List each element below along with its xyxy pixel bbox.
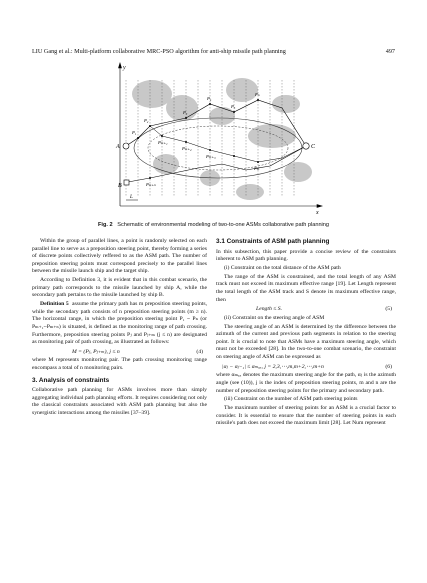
- constraint-heading: (iii) Constraint on the number of ASM path steering points: [224, 396, 358, 403]
- spacing-label: L: [130, 195, 133, 200]
- definition-text: assume the primary path has m preposition steering points, while the secondary path consists of n preposition steering points (m ≥ n). The horizontal range, in which the preposition steering point P₁ ~ Pₙ (or Pₘ₊₁~Pₘ₊ₙ) is situated, is defined as the monitoring range of path crossing. Furthermore, preposition steering points Pⱼ and Pⱼ₊ₘ (j ≤ n) are designated as monitoring pair of path crossing, as illustrated as follows:: [32, 301, 207, 346]
- paragraph: The range of the ASM is constrained, and the total length of any ASM track must not exceed its maximum effective range [19]. Let Length represent the total length of the ASM track and S denote its maximum effective range, then: [216, 273, 396, 303]
- left-column: [32, 238, 207, 419]
- paragraph: Within the group of parallel lines, a point is randomly selected on each parallel line to serve as a preposition steering point, thereby forming a series of discrete points collectively reffered to as the ASM path. The number of preposition steering points must correspond precisely to the parallel lines between the missile launch ship and the target ship.: [32, 238, 207, 275]
- point-label-p2: P₂: [144, 118, 149, 123]
- equation-body: M = (Pⱼ, Pⱼ₊ₘ), j ≤ n: [72, 348, 120, 355]
- paragraph: where M represents monitoring pair. The path crossing monitoring range encompass a total of n monitoring pairs.: [32, 357, 207, 372]
- point-label-pm: Pₘ: [254, 166, 260, 171]
- running-title: LIU Gang et al.: Multi-platform collaborative MRC-PSO algorithm for anti-ship missile path planning: [32, 48, 286, 55]
- equation-number: (4): [196, 348, 203, 355]
- threat-area: [226, 78, 258, 102]
- paragraph: The steering angle of an ASM is determined by the difference between the azimuth of the current and previous path segments in relation to the steering point. It is crucial to note that ASMs have a maximum steering angle, which must not be exceeded [28]. In the two-to-one combat scenario, the constraint on steering angle of ASM can be expressed as: [216, 323, 396, 361]
- threat-area: [166, 95, 198, 121]
- page-number: 497: [385, 48, 395, 55]
- threat-area: [236, 184, 264, 200]
- paragraph: The maximum number of steering points for an ASM is a crucial factor to consider. It is essential to ensure that the number of steering points in each missile's path does not exceed the maximum limit [28]. Let Num represent: [216, 405, 396, 427]
- paragraph: where αₘₐₓ denotes the maximum steering angle for the path, αⱼ is the azimuth angle (see (10)), j is the index of preposition steering points, m and n are the number of preposition steering points for the primary and secondary path.: [216, 372, 396, 394]
- point-label-p3: P₃: [183, 110, 188, 115]
- point-label-p5: P₅: [231, 104, 236, 109]
- point-label-pn: Pₙ: [255, 92, 260, 97]
- caption-text: Schematic of environmental modeling of two-to-one ASMs collaborative path planning: [117, 222, 330, 228]
- equation-4: [32, 348, 207, 358]
- figure-caption: [32, 222, 395, 228]
- y-axis-label: y: [123, 65, 126, 71]
- paragraph: In this subsection, this paper provide a concise review of the constraints inherent to ASM path planning.: [216, 248, 396, 263]
- point-label-pmn: Pₘ₊ₙ: [146, 182, 156, 187]
- ship-b-label: B: [118, 183, 122, 189]
- threat-area: [284, 162, 312, 182]
- threat-area: [153, 154, 179, 174]
- figure-2-schematic: [100, 60, 332, 216]
- point-label-pm3: Pₘ₊₃: [206, 154, 216, 159]
- ship-a-marker: [123, 143, 129, 149]
- equation-number: (6): [385, 363, 392, 370]
- point-label-p1: P₁: [132, 130, 137, 135]
- threat-area: [272, 95, 300, 113]
- right-column: [216, 238, 396, 429]
- caption-label: Fig. 2: [97, 222, 113, 228]
- section-heading: 3. Analysis of constraints: [32, 376, 110, 384]
- target-c-marker: [303, 143, 309, 149]
- point-label-pm2: Pₘ₊₂: [182, 146, 192, 151]
- ship-b-marker: [124, 180, 129, 185]
- page-header: [32, 48, 395, 58]
- point-label-p4: P₄: [207, 96, 212, 101]
- equation-number: (5): [385, 306, 392, 313]
- paragraph: According to Definition 3, it is evident that in this combat scenario, the primary path corresponds to the missile launched by ship A, while the secondary path pertains to the missile launched by ship B.: [32, 277, 207, 299]
- equation-body: |αⱼ − αⱼ₋₁| ≤ αₘₐₓ, j = 2,3,⋯,m,m+2,⋯,m+n: [222, 363, 324, 370]
- threat-area: [248, 124, 296, 148]
- constraint-heading: (ii) Constraint on the steering angle of ASM: [224, 314, 325, 321]
- equation-body: Length ≤ S.: [256, 306, 283, 313]
- point-label-pm1: Pₘ₊₁: [158, 140, 168, 145]
- subsection-heading: 3.1 Constraints of ASM path planning: [216, 238, 330, 245]
- x-axis-label: x: [316, 210, 319, 216]
- ship-a-label: A: [116, 144, 120, 150]
- definition-5: [32, 301, 207, 347]
- paragraph: Collaborative path planning for ASMs involves more than simply aggregating individual path planning efforts. It requires considering not only the classical constraints associated with ASM path planning but also the synergistic interactions among the missiles [37–39].: [32, 387, 207, 417]
- equation-6: [216, 363, 396, 373]
- target-c-label: C: [311, 144, 316, 150]
- constraint-heading: (i) Constraint on the total distance of the ASM path: [224, 264, 341, 271]
- definition-label: Definition 5: [40, 301, 69, 308]
- equation-5: [216, 305, 396, 315]
